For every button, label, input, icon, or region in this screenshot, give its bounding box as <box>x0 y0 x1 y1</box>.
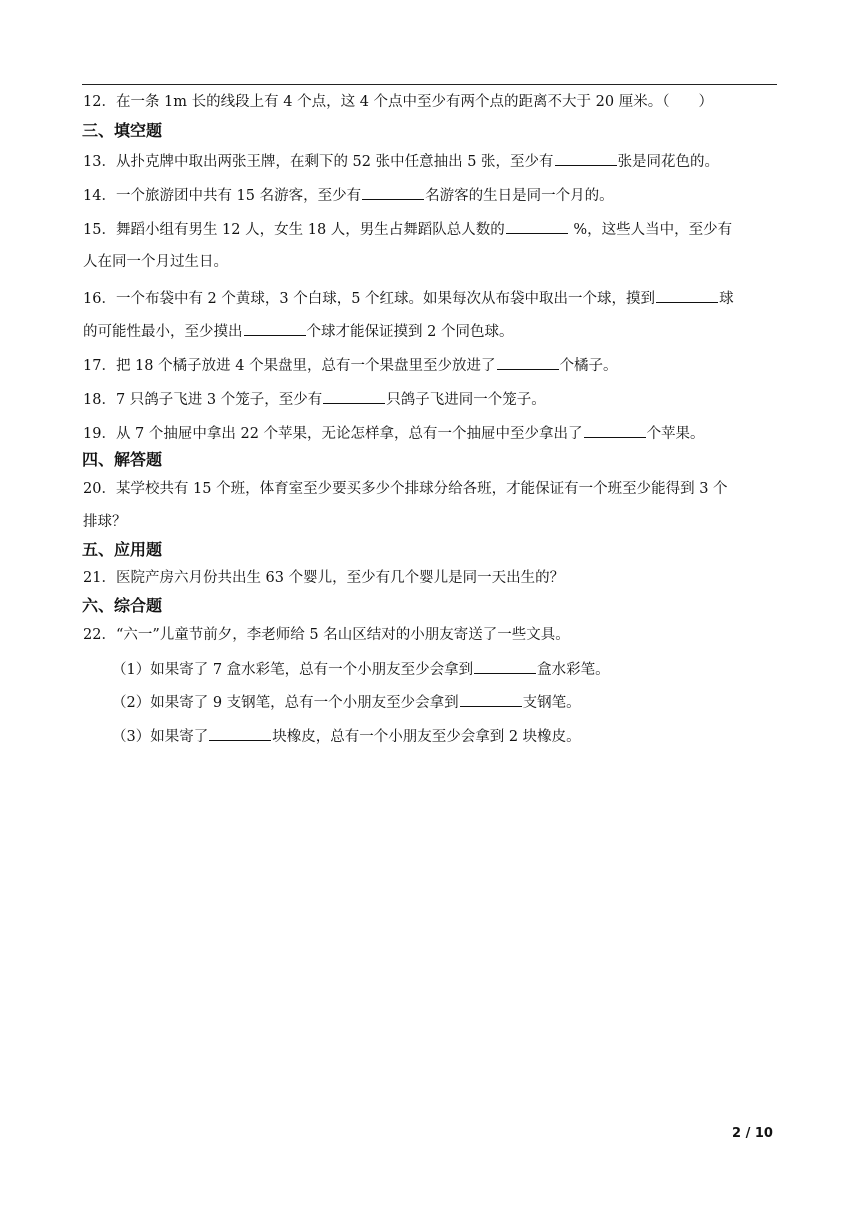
answer-blank[interactable] <box>474 659 536 674</box>
question-16 <box>83 288 734 309</box>
q22-p3-text-b: 块橡皮，总有一个小朋友至少会拿到 2 块橡皮。 <box>272 729 581 745</box>
q18-text-b: 只鸽子飞进同一个笼子。 <box>386 392 546 408</box>
q15-text-c: 人在同一个月过生日。 <box>83 254 228 270</box>
q14-text-b: 名游客的生日是同一个月的。 <box>425 188 614 204</box>
q22-p1-text-b: 盒水彩笔。 <box>537 662 610 678</box>
question-22-part-2 <box>112 692 581 713</box>
question-18 <box>83 389 546 410</box>
question-22: 22．“六一”儿童节前夕，李老师给 5 名山区结对的小朋友寄送了一些文具。 <box>83 627 570 643</box>
question-20: 20．某学校共有 15 个班，体育室至少要买多少个排球分给各班，才能保证有一个班至少能得到 3 个 <box>83 481 728 497</box>
q18-text-a: 18．7 只鸽子飞进 3 个笼子，至少有 <box>83 392 323 408</box>
q13-text-b: 张是同花色的。 <box>617 154 720 170</box>
question-19 <box>83 423 705 444</box>
section-heading-application: 五、应用题 <box>82 540 163 559</box>
question-15-cont <box>83 252 228 272</box>
question-13 <box>83 151 719 172</box>
question-17 <box>83 355 618 376</box>
q17-text-b: 个橘子。 <box>559 358 618 374</box>
question-22-part-1 <box>112 659 610 680</box>
q16-text-d: 个球才能保证摸到 2 个同色球。 <box>306 324 514 340</box>
q16-text-a: 16．一个布袋中有 2 个黄球，3 个白球，5 个红球。如果每次从布袋中取出一个球，摸到 <box>83 291 656 307</box>
q22-p2-text-b: 支钢笔。 <box>522 695 581 711</box>
page-number: 2 / 10 <box>732 1126 773 1141</box>
answer-blank[interactable] <box>244 321 306 336</box>
question-21: 21．医院产房六月份共出生 63 个婴儿，至少有几个婴儿是同一天出生的？ <box>83 570 565 586</box>
q19-text-b: 个苹果。 <box>646 426 705 442</box>
q16-text-b: 球 <box>719 291 734 307</box>
answer-blank[interactable] <box>497 355 559 370</box>
section-heading-answer: 四、解答题 <box>82 450 163 469</box>
section-heading-comprehensive: 六、综合题 <box>82 596 163 615</box>
q19-text-a: 19．从 7 个抽屉中拿出 22 个苹果，无论怎样拿，总有一个抽屉中至少拿出了 <box>83 426 583 442</box>
question-22-part-3 <box>112 726 581 747</box>
question-14 <box>83 185 614 206</box>
question-20-cont: 排球？ <box>83 514 127 530</box>
q15-text-b: %，这些人当中，至少有 <box>568 222 733 238</box>
q15-text-a: 15．舞蹈小组有男生 12 人，女生 18 人，男生占舞蹈队总人数的 <box>83 222 505 238</box>
answer-blank[interactable] <box>656 288 718 303</box>
top-rule <box>82 84 777 85</box>
answer-blank[interactable] <box>209 726 271 741</box>
answer-blank[interactable] <box>506 219 568 234</box>
question-12: 12．在一条 1m 长的线段上有 4 个点，这 4 个点中至少有两个点的距离不大于 20 厘米。（ ） <box>83 94 713 110</box>
answer-blank[interactable] <box>323 389 385 404</box>
q22-p1-text-a: （1）如果寄了 7 盒水彩笔，总有一个小朋友至少会拿到 <box>112 662 474 678</box>
question-15 <box>83 219 732 240</box>
q14-text-a: 14．一个旅游团中共有 15 名游客，至少有 <box>83 188 362 204</box>
answer-blank[interactable] <box>584 423 646 438</box>
q17-text-a: 17．把 18 个橘子放进 4 个果盘里，总有一个果盘里至少放进了 <box>83 358 496 374</box>
q22-p3-text-a: （3）如果寄了 <box>112 729 209 745</box>
answer-blank[interactable] <box>555 151 617 166</box>
q22-p2-text-a: （2）如果寄了 9 支钢笔，总有一个小朋友至少会拿到 <box>112 695 459 711</box>
question-16-cont <box>83 321 513 342</box>
q16-text-c: 的可能性最小，至少摸出 <box>83 324 243 340</box>
answer-blank[interactable] <box>460 692 522 707</box>
section-heading-fill-in: 三、填空题 <box>82 121 163 140</box>
q13-text-a: 13．从扑克牌中取出两张王牌，在剩下的 52 张中任意抽出 5 张，至少有 <box>83 154 554 170</box>
answer-blank[interactable] <box>362 185 424 200</box>
